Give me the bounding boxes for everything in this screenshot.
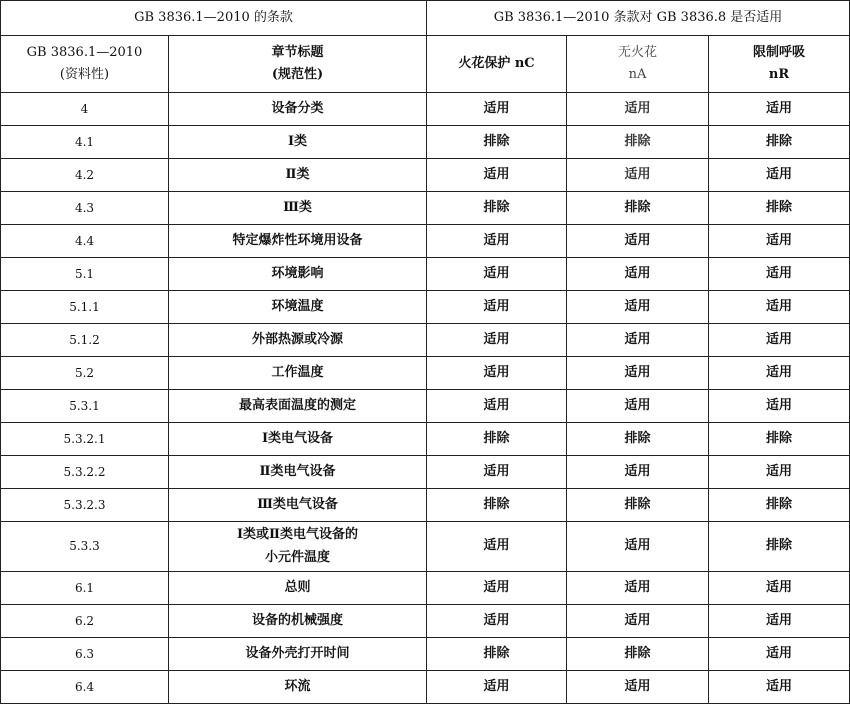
table-row bbox=[1, 225, 850, 258]
nr-cell: 适用 bbox=[709, 93, 850, 126]
title-cell: 环境影响 bbox=[169, 258, 427, 291]
nc-cell: 适用 bbox=[427, 324, 567, 357]
na-cell: 适用 bbox=[567, 93, 709, 126]
na-cell: 排除 bbox=[567, 638, 709, 671]
nr-cell: 适用 bbox=[709, 357, 850, 390]
table-row bbox=[1, 489, 850, 522]
clause-cell: 5.2 bbox=[1, 357, 169, 390]
table-row bbox=[1, 126, 850, 159]
table-row bbox=[1, 324, 850, 357]
table-row bbox=[1, 456, 850, 489]
nc-cell: 适用 bbox=[427, 93, 567, 126]
title-cell: Ⅰ类 bbox=[169, 126, 427, 159]
table-row bbox=[1, 572, 850, 605]
nc-cell: 排除 bbox=[427, 126, 567, 159]
nc-cell: 适用 bbox=[427, 522, 567, 572]
nc-cell: 适用 bbox=[427, 291, 567, 324]
na-cell: 排除 bbox=[567, 423, 709, 456]
clause-cell: 6.2 bbox=[1, 605, 169, 638]
na-cell: 适用 bbox=[567, 225, 709, 258]
table-row bbox=[1, 605, 850, 638]
header-nc-column: 火花保护 nC bbox=[427, 36, 567, 93]
nc-cell: 适用 bbox=[427, 456, 567, 489]
na-cell: 排除 bbox=[567, 126, 709, 159]
nr-cell: 排除 bbox=[709, 489, 850, 522]
nc-cell: 适用 bbox=[427, 159, 567, 192]
nc-cell: 适用 bbox=[427, 390, 567, 423]
header-title-line1: 章节标题 bbox=[271, 44, 324, 60]
header-row-group bbox=[1, 1, 850, 36]
title-cell: 设备的机械强度 bbox=[169, 605, 427, 638]
clause-cell: 5.1.1 bbox=[1, 291, 169, 324]
nr-cell: 适用 bbox=[709, 390, 850, 423]
clause-cell: 5.1 bbox=[1, 258, 169, 291]
title-cell: 环流 bbox=[169, 671, 427, 704]
header-title-line2: (规范性) bbox=[271, 67, 324, 82]
nr-cell: 适用 bbox=[709, 572, 850, 605]
nc-cell: 适用 bbox=[427, 225, 567, 258]
na-cell: 适用 bbox=[567, 522, 709, 572]
nc-cell: 适用 bbox=[427, 572, 567, 605]
na-cell: 适用 bbox=[567, 159, 709, 192]
na-cell: 排除 bbox=[567, 489, 709, 522]
clause-cell: 4 bbox=[1, 93, 169, 126]
nr-cell: 适用 bbox=[709, 225, 850, 258]
header-clause-column bbox=[1, 36, 169, 93]
title-cell: 外部热源或冷源 bbox=[169, 324, 427, 357]
table-row bbox=[1, 390, 850, 423]
nc-cell: 适用 bbox=[427, 605, 567, 638]
nr-cell: 适用 bbox=[709, 291, 850, 324]
table-row bbox=[1, 671, 850, 704]
title-cell: Ⅲ类 bbox=[169, 192, 427, 225]
na-cell: 适用 bbox=[567, 605, 709, 638]
nr-cell: 适用 bbox=[709, 605, 850, 638]
title-cell: Ⅱ类 bbox=[169, 159, 427, 192]
nr-cell: 适用 bbox=[709, 159, 850, 192]
title-cell: 环境温度 bbox=[169, 291, 427, 324]
header-na-line1: 无火花 bbox=[617, 44, 657, 60]
clause-cell: 5.3.2.1 bbox=[1, 423, 169, 456]
nr-cell: 适用 bbox=[709, 258, 850, 291]
title-cell: Ⅲ类电气设备 bbox=[169, 489, 427, 522]
header-left-group: GB 3836.1—2010 的条款 bbox=[1, 1, 427, 36]
nr-cell: 适用 bbox=[709, 324, 850, 357]
nr-cell: 排除 bbox=[709, 126, 850, 159]
clause-cell: 5.3.2.3 bbox=[1, 489, 169, 522]
clause-cell: 4.1 bbox=[1, 126, 169, 159]
header-row-columns bbox=[1, 36, 850, 93]
clause-cell: 6.3 bbox=[1, 638, 169, 671]
nr-cell: 适用 bbox=[709, 638, 850, 671]
na-cell: 适用 bbox=[567, 357, 709, 390]
na-cell: 适用 bbox=[567, 324, 709, 357]
nr-cell: 排除 bbox=[709, 423, 850, 456]
clause-cell: 6.4 bbox=[1, 671, 169, 704]
table-row bbox=[1, 159, 850, 192]
table-body bbox=[1, 93, 850, 704]
header-nr-line1: 限制呼吸 bbox=[753, 44, 806, 60]
header-na-column bbox=[567, 36, 709, 93]
title-cell: 最高表面温度的测定 bbox=[169, 390, 427, 423]
title-cell: 设备分类 bbox=[169, 93, 427, 126]
title-cell-line1: Ⅰ类或Ⅱ类电气设备的 bbox=[236, 526, 359, 542]
nc-cell: 适用 bbox=[427, 357, 567, 390]
header-title-column bbox=[169, 36, 427, 93]
title-cell: 设备外壳打开时间 bbox=[169, 638, 427, 671]
table-row bbox=[1, 291, 850, 324]
na-cell: 适用 bbox=[567, 258, 709, 291]
clause-cell: 5.3.1 bbox=[1, 390, 169, 423]
header-nr-line2: nR bbox=[768, 67, 790, 82]
table-row bbox=[1, 258, 850, 291]
clause-cell: 4.2 bbox=[1, 159, 169, 192]
clause-cell: 5.3.2.2 bbox=[1, 456, 169, 489]
title-cell: 工作温度 bbox=[169, 357, 427, 390]
na-cell: 适用 bbox=[567, 456, 709, 489]
title-cell: 特定爆炸性环境用设备 bbox=[169, 225, 427, 258]
na-cell: 适用 bbox=[567, 291, 709, 324]
table-header bbox=[1, 1, 850, 93]
title-cell: 总则 bbox=[169, 572, 427, 605]
title-cell bbox=[169, 522, 427, 572]
header-na-line2: nA bbox=[628, 67, 647, 82]
nc-cell: 排除 bbox=[427, 638, 567, 671]
na-cell: 排除 bbox=[567, 192, 709, 225]
na-cell: 适用 bbox=[567, 572, 709, 605]
nc-cell: 适用 bbox=[427, 258, 567, 291]
nc-cell: 适用 bbox=[427, 671, 567, 704]
clause-cell: 5.3.3 bbox=[1, 522, 169, 572]
clause-cell: 6.1 bbox=[1, 572, 169, 605]
nc-cell: 排除 bbox=[427, 489, 567, 522]
nc-cell: 排除 bbox=[427, 192, 567, 225]
clause-cell: 4.3 bbox=[1, 192, 169, 225]
nc-cell: 排除 bbox=[427, 423, 567, 456]
nr-cell: 适用 bbox=[709, 671, 850, 704]
title-cell-line2: 小元件温度 bbox=[264, 549, 330, 565]
table-row bbox=[1, 192, 850, 225]
title-cell: Ⅱ类电气设备 bbox=[169, 456, 427, 489]
title-cell: Ⅰ类电气设备 bbox=[169, 423, 427, 456]
nr-cell: 排除 bbox=[709, 192, 850, 225]
table-row bbox=[1, 522, 850, 572]
nr-cell: 适用 bbox=[709, 456, 850, 489]
na-cell: 适用 bbox=[567, 671, 709, 704]
table-row bbox=[1, 357, 850, 390]
header-clause-line1: GB 3836.1—2010 bbox=[26, 44, 143, 60]
table-row bbox=[1, 93, 850, 126]
table-row bbox=[1, 423, 850, 456]
nr-cell: 排除 bbox=[709, 522, 850, 572]
header-clause-line2: (资料性) bbox=[59, 67, 110, 82]
header-right-group: GB 3836.1—2010 条款对 GB 3836.8 是否适用 bbox=[427, 1, 850, 36]
clause-cell: 5.1.2 bbox=[1, 324, 169, 357]
table-row bbox=[1, 638, 850, 671]
na-cell: 适用 bbox=[567, 390, 709, 423]
clause-cell: 4.4 bbox=[1, 225, 169, 258]
header-nr-column bbox=[709, 36, 850, 93]
